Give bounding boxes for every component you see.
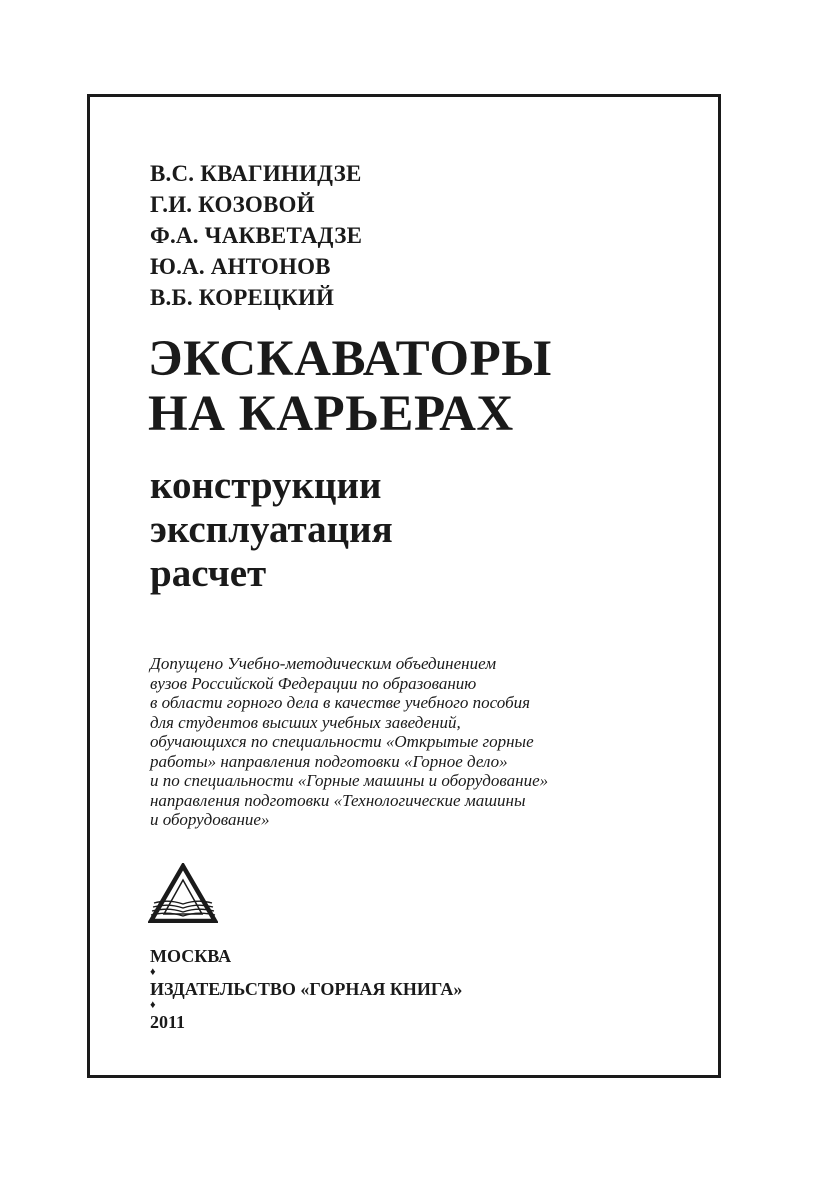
publisher-logo-icon <box>148 863 218 923</box>
author-name: Г.И. КОЗОВОЙ <box>150 192 315 217</box>
publisher-name: ИЗДАТЕЛЬСТВО «ГОРНАЯ КНИГА» <box>150 979 463 999</box>
approval-line: вузов Российской Федерации по образованию <box>150 673 477 693</box>
author-name: Ю.А. АНТОНОВ <box>150 254 331 279</box>
book-subtitle-line: расчет <box>150 552 267 595</box>
approval-line: Допущено Учебно-методическим объединением <box>150 654 497 673</box>
approval-line: обучающихся по специальности «Открытые горные <box>150 732 534 751</box>
author-name: В.Б. КОРЕЦКИЙ <box>150 285 335 310</box>
diamond-separator-icon: ♦ <box>150 999 156 1011</box>
book-title-line: ЭКСКАВАТОРЫ <box>148 331 552 387</box>
approval-line: и оборудование» <box>150 810 270 829</box>
diamond-separator-icon: ♦ <box>150 966 156 978</box>
approval-statement <box>150 654 548 830</box>
book-subtitle-line: эксплуатация <box>150 508 393 551</box>
approval-line: для студентов высших учебных заведений, <box>150 712 461 732</box>
approval-line: направления подготовки «Технологические машины <box>150 790 526 810</box>
book-title <box>148 332 552 442</box>
book-title-line: НА КАРЬЕРАХ <box>148 386 514 442</box>
publication-year: 2011 <box>150 1012 186 1032</box>
imprint <box>150 946 462 1032</box>
approval-line: и по специальности «Горные машины и оборудование» <box>150 771 549 790</box>
author-name: Ф.А. ЧАКВЕТАДЗЕ <box>150 223 363 248</box>
author-list <box>150 158 362 313</box>
book-subtitle <box>150 464 393 596</box>
author-name: В.С. КВАГИНИДЗЕ <box>150 161 362 186</box>
approval-line: работы» направления подготовки «Горное дело» <box>150 751 508 771</box>
publication-city: МОСКВА <box>150 946 232 966</box>
approval-line: в области горного дела в качестве учебного пособия <box>150 693 531 712</box>
book-subtitle-line: конструкции <box>150 464 382 507</box>
